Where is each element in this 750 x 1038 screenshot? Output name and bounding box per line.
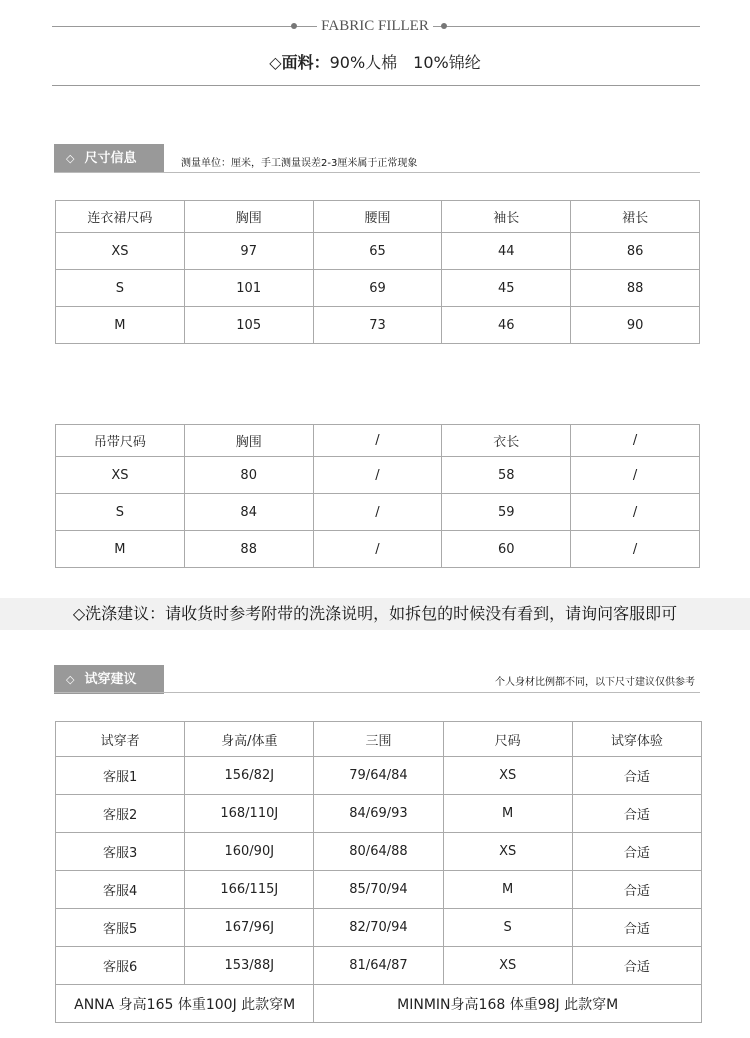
table-row xyxy=(56,233,700,270)
table-cell: 客服5 xyxy=(56,909,185,947)
table-cell: 80 xyxy=(184,457,313,494)
table-cell: 101 xyxy=(184,270,313,307)
table-cell: / xyxy=(571,494,700,531)
table-cell: 156/82J xyxy=(185,757,314,795)
size-section-header xyxy=(54,144,164,173)
table-cell: 166/115J xyxy=(185,871,314,909)
table-cell: M xyxy=(443,795,572,833)
table-cell: 105 xyxy=(184,307,313,344)
table-cell: 45 xyxy=(442,270,571,307)
table-row xyxy=(56,947,702,985)
table-row xyxy=(56,531,700,568)
table-row xyxy=(56,757,702,795)
header-cell: 吊带尺码 xyxy=(56,425,185,457)
table-cell: / xyxy=(571,457,700,494)
table-cell: 65 xyxy=(313,233,442,270)
table-cell: 46 xyxy=(442,307,571,344)
header-cell: 袖长 xyxy=(442,201,571,233)
diamond-icon: ◇ xyxy=(66,152,75,165)
table-cell: 81/64/87 xyxy=(314,947,443,985)
table-cell: S xyxy=(56,494,185,531)
table-cell: 58 xyxy=(442,457,571,494)
fabric-info xyxy=(0,50,750,73)
table-cell: S xyxy=(56,270,185,307)
header-row xyxy=(56,722,702,757)
table-row xyxy=(56,909,702,947)
table-cell: XS xyxy=(443,757,572,795)
footer-row xyxy=(56,985,702,1023)
section-title: 试穿建议 xyxy=(84,672,137,687)
table-cell: / xyxy=(571,531,700,568)
table-cell: 69 xyxy=(313,270,442,307)
table-cell: 73 xyxy=(313,307,442,344)
table-row xyxy=(56,795,702,833)
table-cell: 88 xyxy=(571,270,700,307)
divider xyxy=(54,172,700,173)
dress-size-table xyxy=(55,200,700,344)
tryon-section-header xyxy=(54,665,164,694)
table-cell: 79/64/84 xyxy=(314,757,443,795)
table-cell: 60 xyxy=(442,531,571,568)
header-cell: 试穿者 xyxy=(56,722,185,757)
table-cell: 合适 xyxy=(572,909,701,947)
divider xyxy=(52,85,700,86)
table-cell: 客服4 xyxy=(56,871,185,909)
table-row xyxy=(56,457,700,494)
table-cell: 44 xyxy=(442,233,571,270)
cami-size-table xyxy=(55,424,700,568)
header-cell: 尺码 xyxy=(443,722,572,757)
header-cell: 连衣裙尺码 xyxy=(56,201,185,233)
header-cell: 胸围 xyxy=(184,201,313,233)
table-cell: 客服1 xyxy=(56,757,185,795)
table-row xyxy=(56,871,702,909)
table-cell: 168/110J xyxy=(185,795,314,833)
table-cell: 82/70/94 xyxy=(314,909,443,947)
table-cell: XS xyxy=(443,833,572,871)
table-cell: 合适 xyxy=(572,795,701,833)
fabric-title: FABRIC FILLER xyxy=(317,18,433,34)
table-cell: / xyxy=(313,531,442,568)
diamond-icon: ◇ xyxy=(66,673,75,686)
table-cell: 160/90J xyxy=(185,833,314,871)
header-cell: 试穿体验 xyxy=(572,722,701,757)
header-row xyxy=(56,425,700,457)
fabric-value: 90%人棉 10%锦纶 xyxy=(329,53,481,72)
header-cell: 三围 xyxy=(314,722,443,757)
table-cell: / xyxy=(313,457,442,494)
tryon-table xyxy=(55,721,702,1023)
fabric-label: ◇面料： xyxy=(269,53,330,72)
table-cell: XS xyxy=(443,947,572,985)
table-row xyxy=(56,307,700,344)
footer-cell: ANNA 身高165 体重100J 此款穿M xyxy=(56,985,314,1023)
table-cell: 88 xyxy=(184,531,313,568)
table-cell: 合适 xyxy=(572,833,701,871)
header-cell: / xyxy=(313,425,442,457)
table-cell: 90 xyxy=(571,307,700,344)
header-cell: 胸围 xyxy=(184,425,313,457)
tryon-note: 个人身材比例都不同，以下尺寸建议仅供参考 xyxy=(495,677,695,688)
table-cell: 59 xyxy=(442,494,571,531)
table-cell: M xyxy=(56,531,185,568)
table-cell: 85/70/94 xyxy=(314,871,443,909)
table-cell: M xyxy=(56,307,185,344)
table-cell: XS xyxy=(56,457,185,494)
table-cell: 合适 xyxy=(572,871,701,909)
table-cell: S xyxy=(443,909,572,947)
header-cell: 衣长 xyxy=(442,425,571,457)
table-cell: 84 xyxy=(184,494,313,531)
table-row xyxy=(56,833,702,871)
header-cell: / xyxy=(571,425,700,457)
table-cell: 合适 xyxy=(572,947,701,985)
section-title: 尺寸信息 xyxy=(84,151,137,166)
divider xyxy=(54,692,700,693)
table-cell: 客服6 xyxy=(56,947,185,985)
table-row xyxy=(56,494,700,531)
table-cell: 167/96J xyxy=(185,909,314,947)
table-cell: XS xyxy=(56,233,185,270)
table-cell: 客服2 xyxy=(56,795,185,833)
table-cell: 86 xyxy=(571,233,700,270)
table-row xyxy=(56,270,700,307)
footer-cell: MINMIN身高168 体重98J 此款穿M xyxy=(314,985,702,1023)
table-cell: 合适 xyxy=(572,757,701,795)
wash-advice: ◇洗涤建议：请收货时参考附带的洗涤说明，如拆包的时候没有看到，请询问客服即可 xyxy=(0,598,750,630)
table-cell: 97 xyxy=(184,233,313,270)
header-cell: 裙长 xyxy=(571,201,700,233)
header-row xyxy=(56,201,700,233)
table-cell: 80/64/88 xyxy=(314,833,443,871)
header-cell: 身高/体重 xyxy=(185,722,314,757)
table-cell: M xyxy=(443,871,572,909)
table-cell: 84/69/93 xyxy=(314,795,443,833)
table-cell: 客服3 xyxy=(56,833,185,871)
table-cell: 153/88J xyxy=(185,947,314,985)
header-cell: 腰围 xyxy=(313,201,442,233)
table-cell: / xyxy=(313,494,442,531)
size-note: 测量单位：厘米，手工测量误差2-3厘米属于正常现象 xyxy=(181,158,418,169)
